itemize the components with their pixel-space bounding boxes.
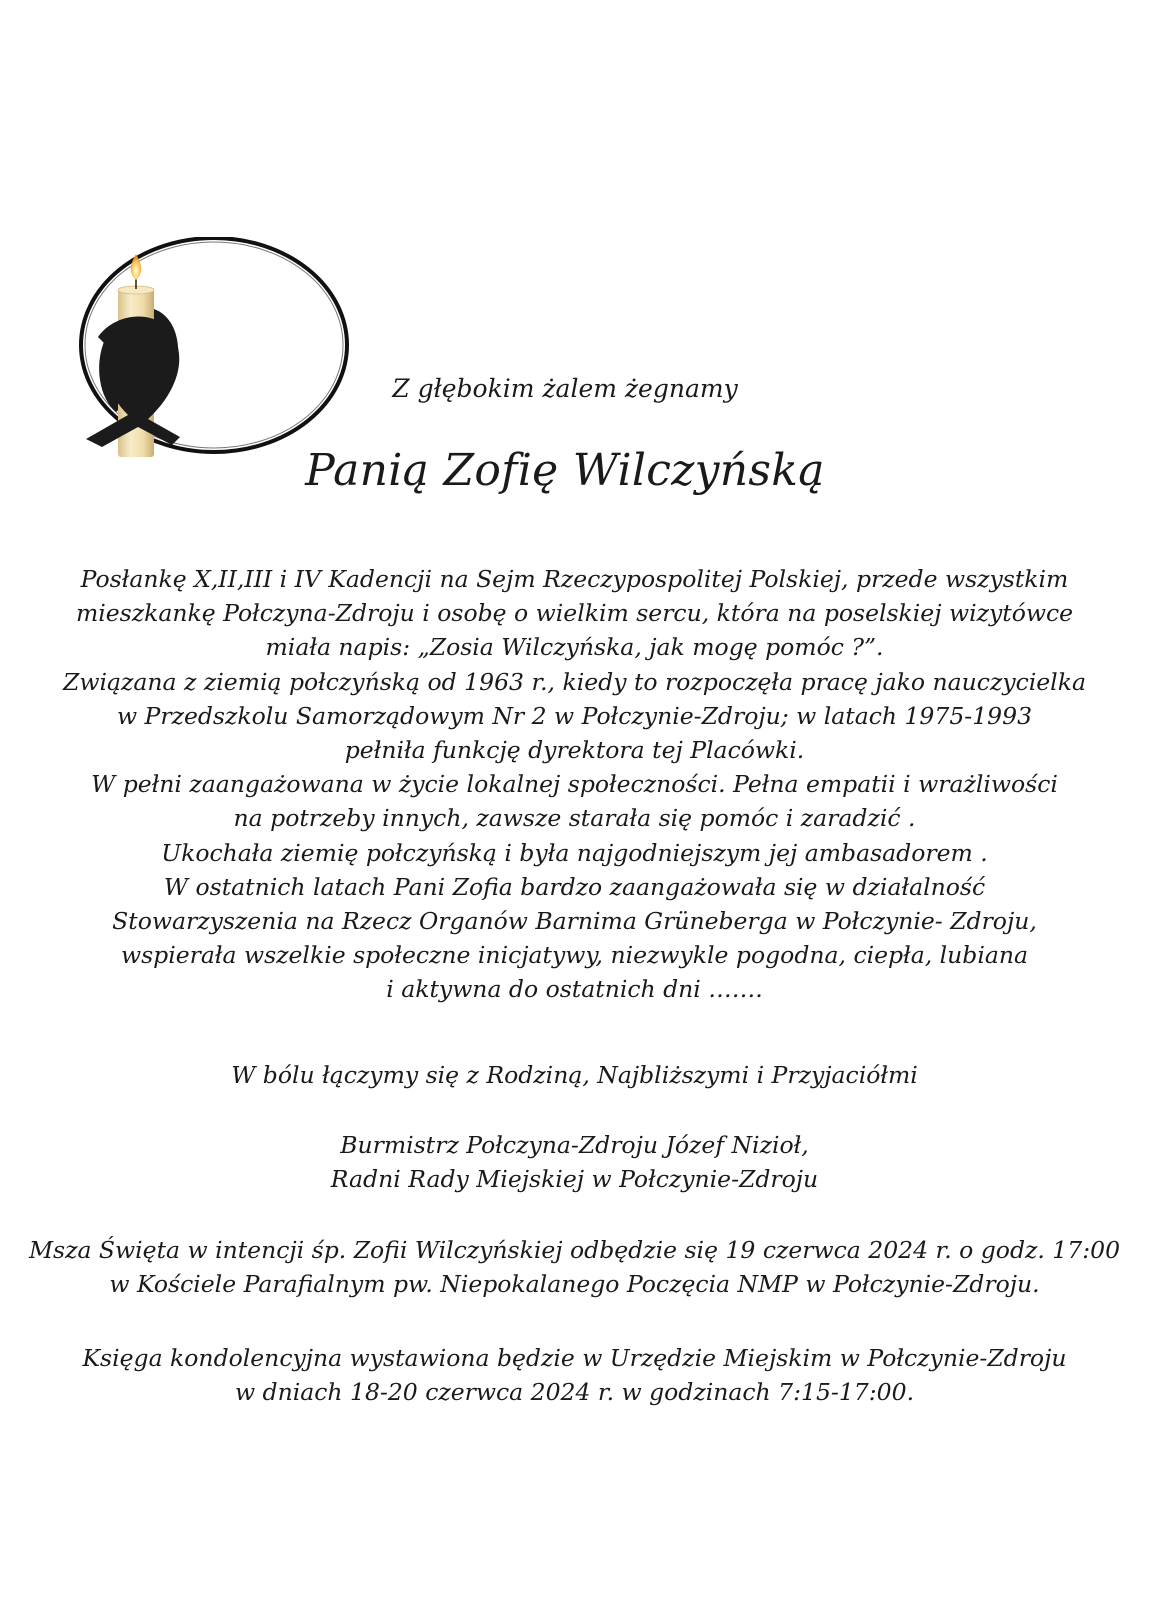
deceased-name: Panią Zofię Wilczyńską xyxy=(305,445,825,496)
condolence-book-line: w dniach 18-20 czerwca 2024 r. w godzinach 7:15-17:00. xyxy=(234,1378,915,1406)
biography-line: Związana z ziemią połczyńską od 1963 r., kiedy to rozpoczęła pracę jako nauczycielka xyxy=(63,667,1086,696)
biography-line: mieszkankę Połczyna-Zdroju i osobę o wielkim sercu, która na poselskiej wizytówce xyxy=(75,599,1074,628)
mass-line: Msza Święta w intencji śp. Zofii Wilczyńskiej odbędzie się 19 czerwca 2024 r. o godz. 17:00 xyxy=(28,1236,1121,1264)
biography-paragraph xyxy=(0,562,1149,1007)
mourning-emblem xyxy=(76,237,356,462)
biography-line: Posłankę X,II,III i IV Kadencji na Sejm Rzeczypospolitej Polskiej, przede wszystkim xyxy=(80,565,1069,593)
biography-line: wspierała wszelkie społeczne inicjatywy, niezwykle pogodna, ciepła, lubiana xyxy=(120,941,1029,970)
biography-line: i aktywna do ostatnich dni ……. xyxy=(386,975,763,1004)
condolence-book-notice xyxy=(0,1341,1149,1409)
signatory-line: Burmistrz Połczyna-Zdroju Józef Nizioł, xyxy=(340,1131,809,1159)
biography-line: Stowarzyszenia na Rzecz Organów Barnima Grüneberga w Połczynie- Zdroju, xyxy=(112,907,1037,936)
mass-announcement xyxy=(0,1233,1149,1301)
signatories xyxy=(0,1128,1149,1196)
biography-line: w Przedszkolu Samorządowym Nr 2 w Połczynie-Zdroju; w latach 1975-1993 xyxy=(116,701,1033,730)
condolence-book-line: Księga kondolencyjna wystawiona będzie w Urzędzie Miejskim w Połczynie-Zdroju xyxy=(82,1344,1067,1372)
biography-line: na potrzeby innych, zawsze starała się pomóc i zaradzić . xyxy=(233,804,916,833)
intro-line: Z głębokim żalem żegnamy xyxy=(392,374,738,403)
biography-line: miała napis: „Zosia Wilczyńska, jak mogę pomóc ?”. xyxy=(265,633,884,662)
solidarity-line: W bólu łączymy się z Rodziną, Najbliższymi i Przyjaciółmi xyxy=(231,1061,918,1089)
signatory-line: Radni Rady Miejskiej w Połczynie-Zdroju xyxy=(330,1165,819,1193)
mass-line: w Kościele Parafialnym pw. Niepokalanego Poczęcia NMP w Połczynie-Zdroju. xyxy=(109,1270,1040,1298)
biography-line: Ukochała ziemię połczyńską i była najgodniejszym jej ambasadorem . xyxy=(161,838,988,867)
biography-line: W pełni zaangażowana w życie lokalnej społeczności. Pełna empatii i wrażliwości xyxy=(91,770,1058,799)
biography-line: W ostatnich latach Pani Zofia bardzo zaangażowała się w działalność xyxy=(163,872,986,901)
biography-line: pełniła funkcję dyrektora tej Placówki. xyxy=(344,736,805,765)
